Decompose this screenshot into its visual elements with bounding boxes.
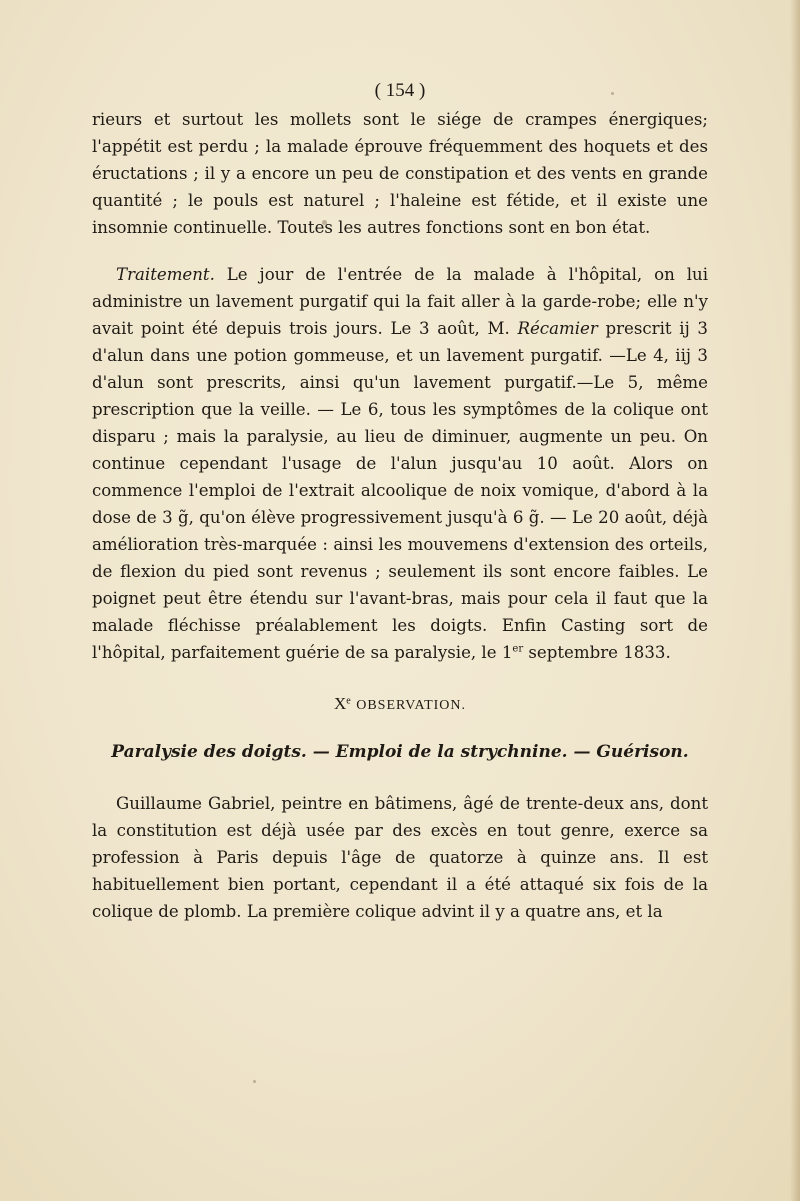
page-number: ( 154 ) (374, 80, 426, 101)
treatment-text-b: prescrit ij 3 d'alun dans une potion gommeuse, et un lavement purgatif. —Le 4, iij 3 d'alun sont prescrits, ainsi qu'un lavement purgatif.—Le 5, même prescription que la veille. — Le 6, tous les symptômes de la colique ont disparu ; mais la paralysie, au lieu de diminuer, augmente un peu. On continue cependant l'usage de l'alun jusqu'au 10 août. Alors on commence l'emploi de l'extrait alcoolique de noix vomique, d'abord à la dose de 3 g̃, qu'on élève progressivement jusqu'à 6 g̃. — Le 20 août, déjà amélioration très-marquée : ainsi les mouvemens d'extension des orteils, de flexion du pied sont revenus ; seulement ils sont encore faibles. Le poignet peut être étendu sur l'avant-bras, mais pour cela il faut que la malade fléchisse préalablement les doigts. Enfin Casting sort de l'hôpital, parfaitement guérie de sa paralysie, le 1 (92, 319, 708, 662)
treatment-text-a: Le jour de l'entrée de la malade à l'hôpital, on lui administre un lavement purgatif qui la fait aller à la garde-robe; elle n'y avait point été depuis trois jours. Le 3 août, M. (92, 265, 708, 338)
treatment-text-c: septembre 1833. (523, 643, 671, 662)
observation-numeral: X (333, 694, 347, 713)
paragraph-treatment (92, 261, 708, 666)
ordinal-superscript: er (512, 643, 524, 655)
spacer (92, 719, 708, 739)
observation-subtitle: Paralysie des doigts. — Emploi de la strychnine. — Guérison. (111, 742, 689, 762)
observation-word: OBSERVATION. (351, 698, 467, 713)
observation-heading (92, 690, 708, 719)
spacer (92, 766, 708, 790)
text-block (92, 76, 708, 925)
spacer (92, 241, 708, 261)
spacer (92, 666, 708, 690)
paragraph-case-history: Guillaume Gabriel, peintre en bâtimens, âgé de trente-deux ans, dont la constitution est déjà usée par des excès en tout genre, exerce sa profession à Paris depuis l'âge de quatorze à quinze ans. Il est habituellement bien portant, cependant il a été attaqué six fois de la colique de plomb. La première colique advint il y a quatre ans, et la (92, 794, 708, 921)
paragraph-symptoms: rieurs et surtout les mollets sont le siége de crampes énergiques; l'appétit est perdu ; la malade éprouve fréquemment des hoquets et des éructations ; il y a encore un peu de constipation et des vents en grande quantité ; le pouls est naturel ; l'haleine est fétide, et il existe une insomnie continuelle. Toutes les autres fonctions sont en bon état. (92, 110, 708, 237)
observation-numeral-superscript: e (346, 695, 352, 707)
physician-name: Récamier (517, 319, 598, 338)
ink-speck (253, 1080, 256, 1083)
treatment-label: Traitement. (116, 265, 215, 284)
page-edge-shadow (790, 0, 800, 1201)
